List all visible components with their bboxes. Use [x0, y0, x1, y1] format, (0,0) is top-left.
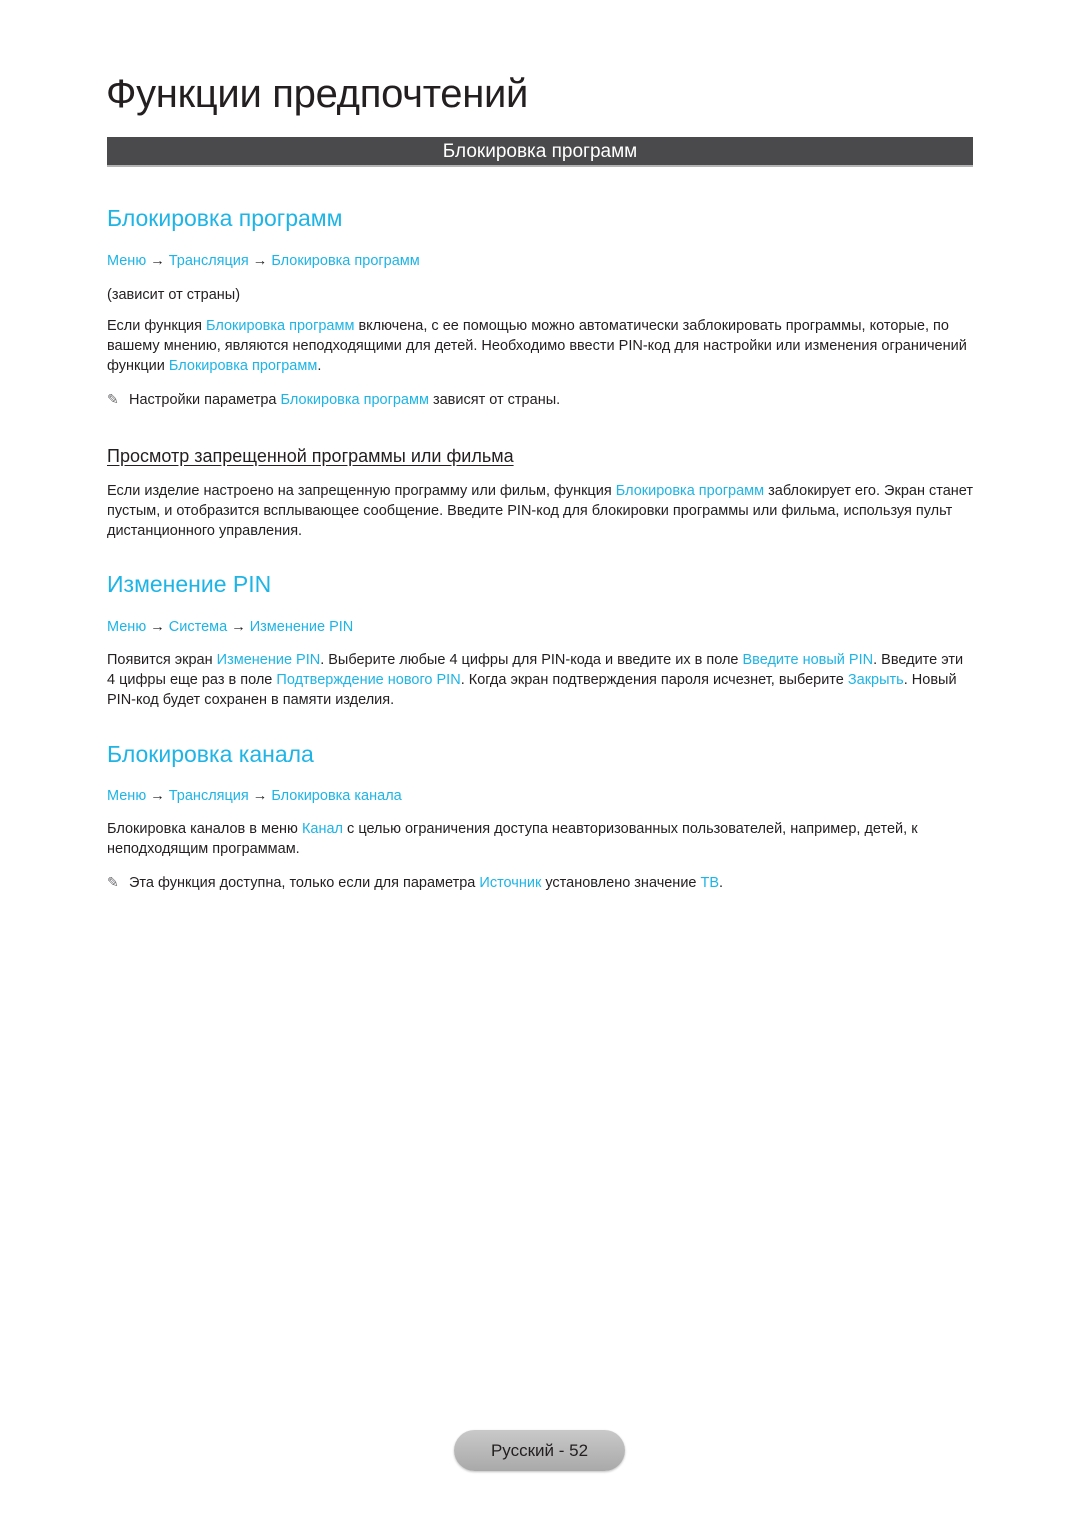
text: зависят от страны.	[428, 392, 561, 408]
paragraph	[107, 316, 973, 376]
text: Если функция	[107, 318, 207, 334]
text: заблокирует его. Экран станет пустым, и отобразится всплывающее сообщение. Введите PIN-код для блокировки программы или фильма, используя пульт дистанционного управления.	[107, 483, 974, 539]
breadcrumb-item[interactable]: Блокировка канала	[271, 788, 402, 804]
text: Появится экран	[107, 652, 217, 668]
note-pencil-icon: ✎	[107, 391, 119, 407]
breadcrumb-arrow: →	[252, 253, 268, 269]
note	[107, 872, 973, 893]
text: Блокировка каналов в меню	[107, 821, 302, 837]
section-banner: Блокировка программ	[107, 137, 973, 167]
link-confirm-new-pin[interactable]: Подтверждение нового PIN	[276, 672, 461, 688]
page-title: Функции предпочтений	[106, 72, 529, 116]
section-title-program-lock: Блокировка программ	[107, 205, 343, 231]
breadcrumb-item[interactable]: Трансляция	[168, 253, 249, 269]
breadcrumb-item[interactable]: Изменение PIN	[249, 619, 354, 635]
paragraph	[107, 819, 973, 859]
text: . Когда экран подтверждения пароля исчезнет, выберите	[460, 672, 848, 688]
link-channel[interactable]: Канал	[301, 821, 344, 837]
link-program-lock[interactable]: Блокировка программ	[615, 483, 765, 499]
text: .	[719, 875, 724, 891]
link-close[interactable]: Закрыть	[847, 672, 904, 688]
text: Если изделие настроено на запрещенную программу или фильм, функция	[107, 483, 616, 499]
link-program-lock[interactable]: Блокировка программ	[168, 358, 318, 374]
breadcrumb-arrow: →	[150, 253, 165, 269]
breadcrumb-item[interactable]: Блокировка программ	[271, 253, 420, 269]
text: .	[317, 358, 322, 374]
breadcrumb-item[interactable]: Система	[168, 619, 228, 635]
text: . Введите эти 4 цифры еще раз в поле	[107, 652, 964, 688]
text: включена, с ее помощью можно автоматически заблокировать программы, которые, по вашему мнению, являются неподходящими для детей. Необходимо ввести PIN-код для настройки или изменения ограничений функции	[107, 318, 967, 374]
paragraph	[107, 481, 973, 541]
breadcrumb	[107, 253, 420, 269]
country-note: (зависит от страны)	[107, 287, 241, 303]
link-enter-new-pin[interactable]: Введите новый PIN	[742, 652, 874, 668]
note-pencil-icon: ✎	[107, 874, 119, 890]
breadcrumb-item[interactable]: Меню	[107, 788, 147, 804]
breadcrumb-arrow: →	[150, 788, 165, 804]
link-tv[interactable]: ТВ	[700, 875, 720, 891]
subsection-title: Просмотр запрещенной программы или фильма	[107, 446, 514, 466]
link-program-lock[interactable]: Блокировка программ	[280, 392, 429, 408]
breadcrumb	[107, 619, 353, 635]
breadcrumb-item[interactable]: Трансляция	[168, 788, 249, 804]
section-title-change-pin: Изменение PIN	[107, 571, 272, 597]
breadcrumb-arrow: →	[150, 619, 165, 635]
link-program-lock[interactable]: Блокировка программ	[206, 318, 355, 334]
breadcrumb-arrow: →	[231, 619, 246, 635]
text: . Новый PIN-код будет сохранен в памяти изделия.	[107, 672, 957, 708]
link-change-pin[interactable]: Изменение PIN	[216, 652, 321, 668]
text: Эта функция доступна, только если для параметра	[129, 875, 480, 891]
breadcrumb	[107, 788, 402, 804]
paragraph	[107, 650, 973, 710]
text: Настройки параметра	[129, 392, 281, 408]
page-number-badge: Русский - 52	[454, 1430, 625, 1471]
link-source[interactable]: Источник	[479, 875, 542, 891]
breadcrumb-item[interactable]: Меню	[107, 619, 147, 635]
note	[107, 389, 973, 410]
breadcrumb-arrow: →	[252, 788, 268, 804]
section-title-channel-lock: Блокировка канала	[107, 741, 314, 767]
text: с целью ограничения доступа неавторизованных пользователей, например, детей, к неподходящим программам.	[107, 821, 918, 857]
breadcrumb-item[interactable]: Меню	[107, 253, 147, 269]
text: установлено значение	[541, 875, 701, 891]
text: . Выберите любые 4 цифры для PIN-кода и введите их в поле	[320, 652, 743, 668]
